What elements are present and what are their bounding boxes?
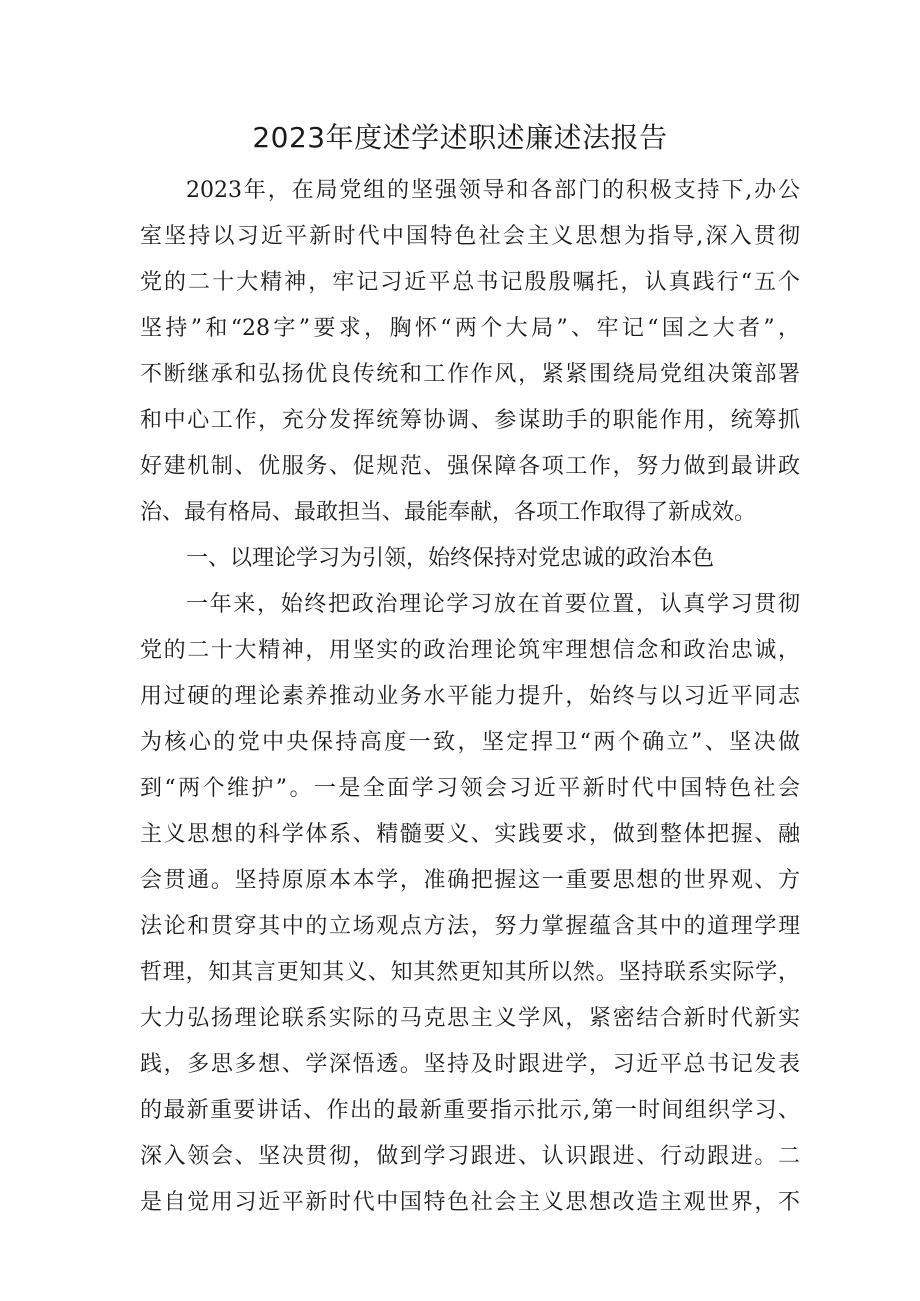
body-line: 和中心工作，充分发挥统筹协调、参谋助手的职能作用，统筹抓 bbox=[140, 408, 800, 433]
body-line: 是自觉用习近平新时代中国特色社会主义思想改造主观世界，不 bbox=[140, 1190, 800, 1215]
section-heading: 一、以理论学习为引领，始终保持对党忠诚的政治本色 bbox=[186, 546, 715, 571]
body-line: 治、最有格局、最敢担当、最能奉献，各项工作取得了新成效。 bbox=[140, 500, 757, 525]
body-line: 党的二十大精神，用坚实的政治理论筑牢理想信念和政治忠诚， bbox=[140, 638, 800, 663]
body-line: 2023年，在局党组的坚强领导和各部门的积极支持下,办公 bbox=[186, 178, 800, 203]
body-line: 室坚持以习近平新时代中国特色社会主义思想为指导,深入贯彻 bbox=[140, 224, 800, 249]
body-line: 党的二十大精神，牢记习近平总书记殷殷嘱托，认真践行“五个 bbox=[140, 270, 800, 295]
body-line: 到“两个维护”。一是全面学习领会习近平新时代中国特色社会 bbox=[140, 776, 800, 801]
body-line: 法论和贯穿其中的立场观点方法，努力掌握蕴含其中的道理学理 bbox=[140, 914, 800, 939]
body-line: 一年来，始终把政治理论学习放在首要位置，认真学习贯彻 bbox=[186, 592, 800, 617]
document-title: 2023年度述学述职述廉述法报告 bbox=[252, 121, 668, 154]
body-line: 不断继承和弘扬优良传统和工作作风，紧紧围绕局党组决策部署 bbox=[140, 362, 800, 387]
body-line: 的最新重要讲话、作出的最新重要指示批示,第一时间组织学习、 bbox=[140, 1098, 800, 1123]
body-line: 大力弘扬理论联系实际的马克思主义学风，紧密结合新时代新实 bbox=[140, 1006, 800, 1031]
body-line: 用过硬的理论素养推动业务水平能力提升，始终与以习近平同志 bbox=[140, 684, 800, 709]
body-line: 践，多思多想、学深悟透。坚持及时跟进学，习近平总书记发表 bbox=[140, 1052, 800, 1077]
body-line: 主义思想的科学体系、精髓要义、实践要求，做到整体把握、融 bbox=[140, 822, 800, 847]
body-line: 好建机制、优服务、促规范、强保障各项工作，努力做到最讲政 bbox=[140, 454, 800, 479]
body-line: 深入领会、坚决贯彻，做到学习跟进、认识跟进、行动跟进。二 bbox=[140, 1144, 800, 1169]
body-line: 会贯通。坚持原原本本学，准确把握这一重要思想的世界观、方 bbox=[140, 868, 800, 893]
body-line: 为核心的党中央保持高度一致，坚定捍卫“两个确立”、坚决做 bbox=[140, 730, 800, 755]
body-line: 哲理，知其言更知其义、知其然更知其所以然。坚持联系实际学， bbox=[140, 960, 800, 985]
body-line: 坚持”和“28字”要求，胸怀“两个大局”、牢记“国之大者”， bbox=[140, 316, 800, 341]
